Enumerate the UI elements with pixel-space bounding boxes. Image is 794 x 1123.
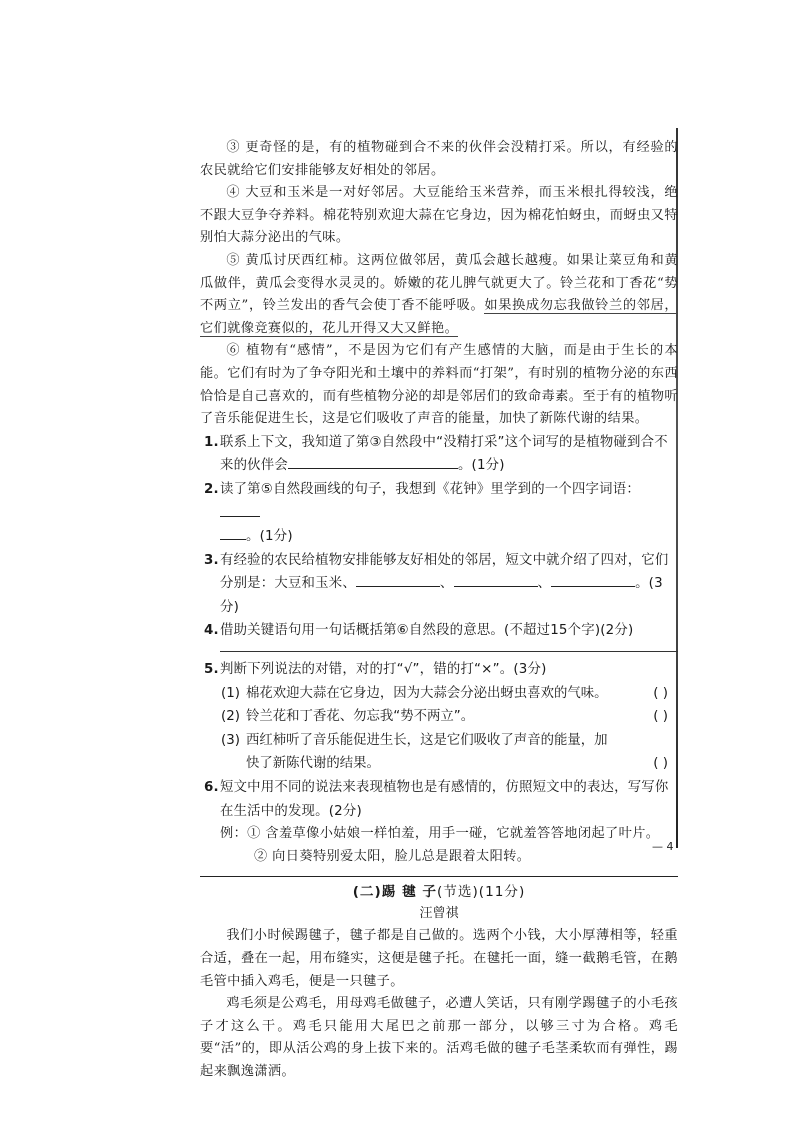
answer-line[interactable] xyxy=(220,651,678,652)
answer-parentheses[interactable]: ( ) xyxy=(653,685,668,701)
item-text: 棉花欢迎大蒜在它身边，因为大蒜会分泌出蚜虫喜欢的气味。 xyxy=(246,685,608,701)
question-1 xyxy=(200,431,678,478)
question-3 xyxy=(200,549,678,620)
answer-blank-pair-2[interactable] xyxy=(356,572,440,587)
underlined-sentence: 如果换成勿忘我做铃兰的邻居，它们就像竞赛似的，花儿开得又大又鲜艳。 xyxy=(200,298,678,336)
answer-blank-pair-3[interactable] xyxy=(454,572,538,587)
item-text: 西红柿听了音乐能促进生长，这是它们吸收了声音的能量，加快了新陈代谢的结果。 xyxy=(246,732,608,772)
section-divider xyxy=(200,876,678,877)
question-text: 读了第⑤自然段画线的句子，我想到《花钟》里学到的一个四字词语： xyxy=(220,481,640,497)
answer-blank[interactable] xyxy=(288,454,458,469)
question-number: 4. xyxy=(204,623,219,639)
section-title-note: (节选)(11分) xyxy=(436,884,526,901)
question-text: 有经验的农民给植物安排能够友好相处的邻居，短文中就介绍了四对，它们分别是：大豆和玉米、 xyxy=(220,552,669,592)
passage-paragraph-6: ⑥ 植物有“感情”，不是因为它们有产生感情的大脑，而是由于生长的本能。它们有时为了争夺阳光和土壤中的养料而“打架”，有时别的植物分泌的东西恰恰是自己喜欢的，而有些植物分泌的却是邻居们的致命毒素。至于有的植物听了音乐能促进生长，这是它们吸收了声音的能量，加快了新陈代谢的结果。 xyxy=(200,343,678,427)
item-text: 铃兰花和丁香花、勿忘我“势不两立”。 xyxy=(246,709,475,725)
passage-paragraph-4: ④ 大豆和玉米是一对好邻居。大豆能给玉米营养，而玉米根扎得较浅，绝不跟大豆争夺养料。棉花特别欢迎大蒜在它身边，因为棉花怕蚜虫，而蚜虫又特别怕大蒜分泌出的气味。 xyxy=(200,185,678,246)
question-number: 1. xyxy=(204,434,219,450)
question-points: 。(3分) xyxy=(220,576,663,615)
example-line-1: 例：① 含羞草像小姑娘一样怕羞，用手一碰，它就羞答答地闭起了叶片。 xyxy=(220,826,660,842)
question-number: 5. xyxy=(204,662,219,678)
question-2 xyxy=(200,478,678,549)
answer-parentheses[interactable]: ( ) xyxy=(653,756,668,772)
question-4 xyxy=(200,619,678,643)
answer-parentheses[interactable]: ( ) xyxy=(653,709,668,725)
item-number: (3) xyxy=(221,732,240,748)
item-number: (1) xyxy=(221,685,240,701)
question-6 xyxy=(200,776,678,823)
page-number-value: 4 xyxy=(666,840,674,853)
item-number: (2) xyxy=(221,709,240,725)
question-number: 6. xyxy=(204,780,219,796)
section-title-main: (二)踢 毽 子 xyxy=(352,884,437,901)
example-block xyxy=(200,823,678,868)
page-number: — 4 xyxy=(652,840,674,853)
question-text: 借助关键语句用一句话概括第⑥自然段的意思。(不超过15个字)(2分) xyxy=(220,623,634,639)
passage-paragraph-5 xyxy=(200,250,678,340)
section-paragraph-2: 鸡毛须是公鸡毛，用母鸡毛做毽子，必遭人笑话，只有刚学踢毽子的小毛孩子才这么干。鸡毛只能用大尾巴之前那一部分，以够三寸为合格。鸡毛要“活”的，即从活公鸡的身上拔下来的。活鸡毛做的毽子毛茎柔软而有弹性，踢起来飘逸潇洒。 xyxy=(200,996,678,1079)
question-text: 判断下列说法的对错，对的打“√”，错的打“×”。(3分) xyxy=(220,662,547,678)
judgement-item-1 xyxy=(200,682,678,706)
section-paragraph-1: 我们小时候踢毽子，毽子都是自己做的。选两个小钱，大小厚薄相等，轻重合适，叠在一起，用布缝实，这便是毽子托。在毽托一面，缝一截鹅毛管，在鹅毛管中插入鸡毛，便是一只毽子。 xyxy=(200,928,678,989)
author-name: 汪曾祺 xyxy=(419,906,459,922)
question-number: 3. xyxy=(204,552,219,568)
answer-blank-pair-4[interactable] xyxy=(551,572,635,587)
question-number: 2. xyxy=(204,481,219,497)
question-5 xyxy=(200,658,678,682)
question-points: 。(1分) xyxy=(246,529,293,545)
section-title xyxy=(200,881,678,903)
judgement-item-2 xyxy=(200,705,678,729)
paragraph-5-text: ⑤ 黄瓜讨厌西红柿。这两位做邻居，黄瓜会越长越瘦。如果让菜豆角和黄瓜做伴，黄瓜会变得水灵灵的。娇嫩的花儿脾气就更大了。铃兰花和丁香花“势不两立”，铃兰发出的香气会使丁香不能呼吸。 xyxy=(200,252,678,314)
example-line-2: ② 向日葵特别爱太阳，脸儿总是跟着太阳转。 xyxy=(254,848,531,864)
question-points: 。(1分) xyxy=(457,458,505,474)
question-text: 短文中用不同的说法来表现植物也是有感情的，仿照短文中的表达，写写你在生活中的发现。(2分) xyxy=(220,780,669,819)
content-column xyxy=(200,137,678,1084)
judgement-item-3 xyxy=(200,729,678,776)
passage-paragraph-3: ③ 更奇怪的是，有的植物碰到合不来的伙伴会没精打采。所以，有经验的农民就给它们安排能够友好相处的邻居。 xyxy=(200,140,678,178)
separator: 、 xyxy=(537,576,552,592)
answer-blank-continued[interactable] xyxy=(220,525,246,540)
separator: 、 xyxy=(439,576,454,592)
answer-blank[interactable] xyxy=(220,502,260,517)
question-text: 联系上下文，我知道了第③自然段中“没精打采”这个词写的是植物碰到合不来的伙伴会 xyxy=(220,434,668,474)
